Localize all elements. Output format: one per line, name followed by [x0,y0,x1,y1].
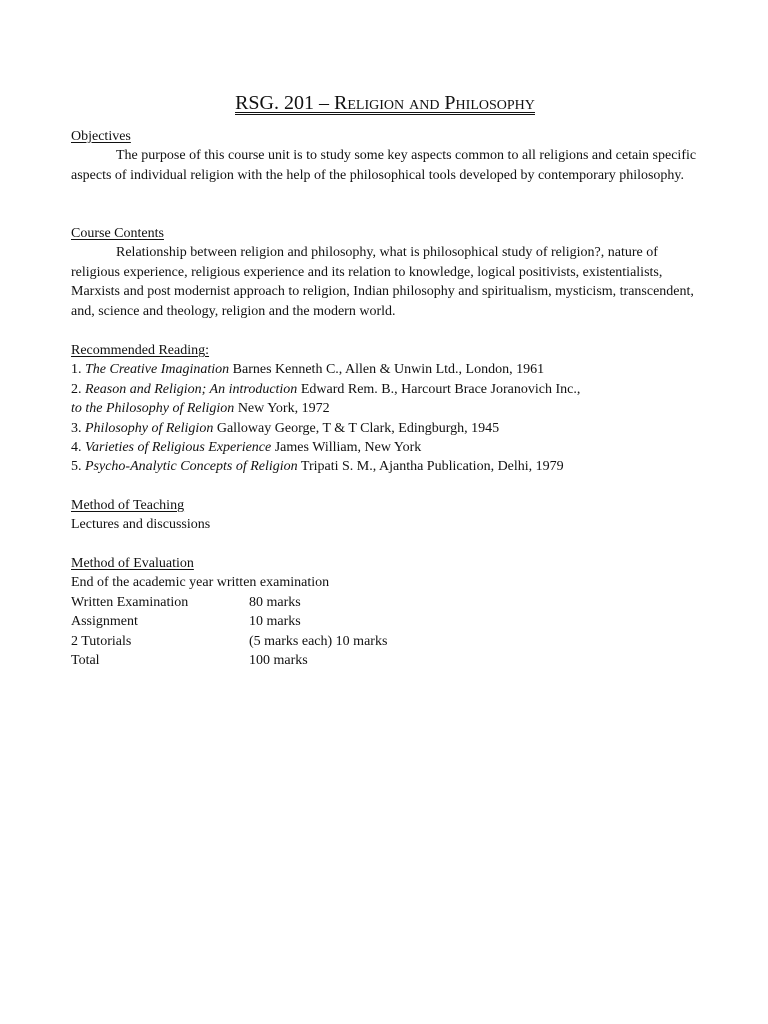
method-of-teaching-text: Lectures and discussions [71,517,211,533]
reading-item [71,399,699,418]
method-of-teaching-section [71,496,699,535]
evaluation-component: Assignment [71,614,138,630]
evaluation-intro: End of the academic year written examination [71,575,330,591]
reading-item-number: 4. [71,440,85,456]
reading-item-title: Varieties of Religious Experience [85,440,272,456]
objectives-heading: Objectives [71,129,131,144]
evaluation-row [71,593,699,612]
evaluation-row [71,651,699,670]
recommended-reading-section [71,341,699,477]
method-of-evaluation-heading: Method of Evaluation [71,556,194,571]
course-contents-heading: Course Contents [71,226,164,241]
reading-item-details: New York, 1972 [234,401,330,417]
evaluation-component: 2 Tutorials [71,633,132,649]
reading-item-details: Tripati S. M., Ajantha Publication, Delhi, 1979 [297,459,564,475]
reading-item-title: Philosophy of Religion [85,420,214,436]
course-title [71,90,699,116]
reading-item-number: 5. [71,459,85,475]
course-contents-section [71,224,699,321]
objectives-text: The purpose of this course unit is to study some key aspects common to all religions and cetain specific aspects of individual religion with the help of the philosophical tools developed by contemporary philosophy. [71,148,697,183]
reading-item [71,457,699,476]
reading-item-title: Psycho-Analytic Concepts of Religion [85,459,298,475]
reading-item-details: Galloway George, T & T Clark, Edingburgh, 1945 [213,420,500,436]
reading-list [71,360,699,476]
objectives-section [71,127,699,185]
reading-item-details: Barnes Kenneth C., Allen & Unwin Ltd., London, 1961 [229,362,545,378]
reading-item-details: James William, New York [271,440,422,456]
reading-item-number: 2. [71,381,85,397]
evaluation-marks: (5 marks each) 10 marks [249,633,388,649]
method-of-teaching-heading: Method of Teaching [71,498,185,513]
method-of-evaluation-section [71,554,699,670]
reading-item-title: to the Philosophy of Religion [71,401,235,417]
course-code: RSG. 201 – [235,92,334,114]
evaluation-marks: 10 marks [249,614,301,630]
evaluation-component: Written Examination [71,594,189,610]
evaluation-row [71,632,699,651]
reading-item-number: 1. [71,362,85,378]
course-name: Religion and Philosophy [334,92,535,114]
reading-item [71,438,699,457]
reading-item-title: The Creative Imagination [85,362,230,378]
evaluation-marks: 100 marks [249,653,308,669]
evaluation-marks: 80 marks [249,594,301,610]
reading-item [71,360,699,379]
evaluation-component: Total [71,653,100,669]
evaluation-table [71,593,699,671]
reading-item-number: 3. [71,420,85,436]
reading-item-title: Reason and Religion; An introduction [85,381,298,397]
reading-item [71,419,699,438]
course-contents-text: Relationship between religion and philosophy, what is philosophical study of religion?, nature of religious experience, religious experience and its relation to knowledge, logical positivists, existentialists, Marxists and post modernist approach to religion, Indian philosophy and spiritualism, mysticism, transcendent, and, science and theology, religion and the modern world. [71,245,694,319]
evaluation-row [71,612,699,631]
reading-item [71,380,699,399]
recommended-reading-heading: Recommended Reading: [71,343,210,358]
reading-item-details: Edward Rem. B., Harcourt Brace Joranovich Inc., [297,381,581,397]
